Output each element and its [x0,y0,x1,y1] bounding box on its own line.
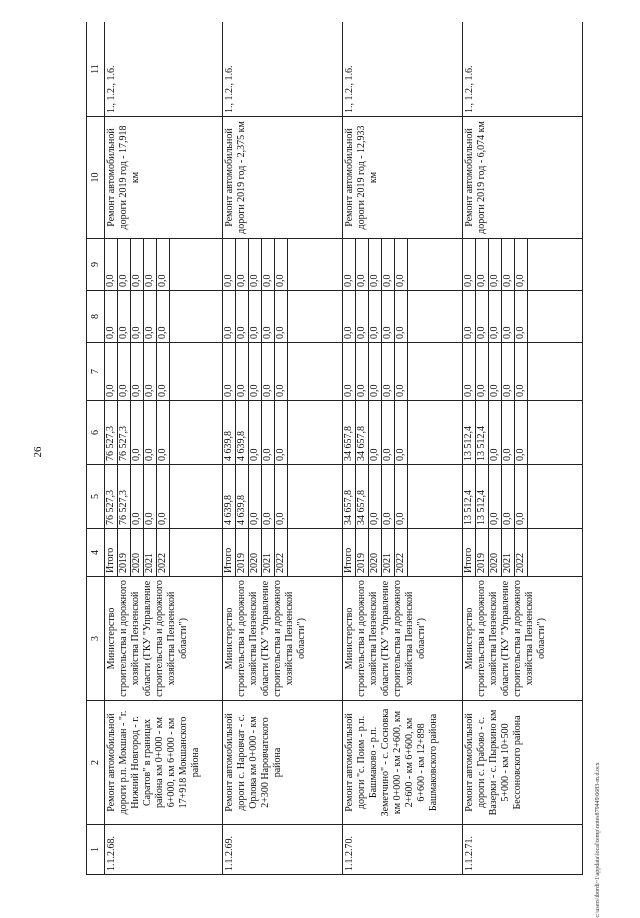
table-row [463,22,583,875]
amount-c5: 34 657,8 [343,465,356,528]
amount-c6: 0,0 [395,401,408,464]
table-row [105,22,223,875]
amount-c8: 0,0 [369,291,382,342]
expected-result: Ремонт автомобильной дороги 2019 год - 12,933 км [343,117,463,239]
year-label: Итого [105,529,118,576]
indicator-points: 1., 1.2., 1.6. [105,22,223,117]
row-number: 1.1.2.69. [223,825,343,875]
amount-c7: 0,0 [105,343,118,400]
amount-c7: 0,0 [476,343,489,400]
amount-c9: 0,0 [131,239,144,290]
amount-c8: 0,0 [463,291,476,342]
amount-c6-cell [223,401,343,465]
amount-c6: 0,0 [275,401,288,464]
year-label: Итого [343,529,356,576]
amount-c7: 0,0 [275,343,288,400]
amount-c6: 34 657,8 [343,401,356,464]
amount-c9: 0,0 [118,239,131,290]
year-label: 2019 [118,529,131,576]
amount-c7: 0,0 [369,343,382,400]
amount-c7: 0,0 [118,343,131,400]
amount-c9: 0,0 [382,239,395,290]
amount-c9: 0,0 [343,239,356,290]
amount-c8: 0,0 [489,291,502,342]
year-label: 2019 [236,529,249,576]
amount-c9: 0,0 [275,239,288,290]
year-label: Итого [463,529,476,576]
amount-c8: 0,0 [382,291,395,342]
header-col-4: 4 [87,529,105,577]
amount-c9-cell [463,239,583,291]
amount-c9-cell [343,239,463,291]
amount-c7-cell [223,343,343,401]
years-cell [463,529,583,577]
amount-c9: 0,0 [489,239,502,290]
program-table [86,22,583,875]
amount-c7-cell [105,343,223,401]
amount-c5: 76 527,3 [118,465,131,528]
amount-c6-cell [463,401,583,465]
amount-c8-cell [343,291,463,343]
amount-c7: 0,0 [157,343,170,400]
amount-c6: 13 512,4 [476,401,489,464]
amount-c5: 0,0 [489,465,502,528]
amount-c8-cell [463,291,583,343]
amount-c6: 0,0 [262,401,275,464]
indicator-points: 1., 1.2., 1.6. [223,22,343,117]
amount-c9: 0,0 [236,239,249,290]
amount-c5: 4 639,8 [236,465,249,528]
amount-c6: 34 657,8 [356,401,369,464]
amount-c6: 76 527,3 [118,401,131,464]
amount-c8: 0,0 [502,291,515,342]
amount-c9-cell [223,239,343,291]
amount-c6: 0,0 [489,401,502,464]
row-number: 1.1.2.68. [105,825,223,875]
amount-c9: 0,0 [369,239,382,290]
amount-c6-cell [105,401,223,465]
amount-c7: 0,0 [502,343,515,400]
amount-c6: 0,0 [515,401,528,464]
amount-c7: 0,0 [262,343,275,400]
amount-c8: 0,0 [395,291,408,342]
amount-c9: 0,0 [502,239,515,290]
work-description: Ремонт автомобильной дороги р.п. Мокшан - "г. Нижний Новгород - г. Саратов" в границах района км 0+000 - км 6+000, км 6+000 - км 17+918 Мокшанского района [105,701,223,825]
amount-c7: 0,0 [382,343,395,400]
year-label: 2019 [476,529,489,576]
amount-c8: 0,0 [249,291,262,342]
header-col-3: 3 [87,577,105,701]
amount-c7: 0,0 [131,343,144,400]
table-viewport [86,22,601,875]
header-col-9: 9 [87,239,105,291]
amount-c8: 0,0 [118,291,131,342]
year-label: 2020 [489,529,502,576]
amount-c5-cell [223,465,343,529]
amount-c5: 0,0 [144,465,157,528]
amount-c5: 0,0 [249,465,262,528]
executor: Министерство строительства и дорожного хозяйства Пензенской области (ГКУ "Управление строительства и дорожного хозяйства Пензенской области") [223,577,343,701]
header-col-7: 7 [87,343,105,401]
amount-c7: 0,0 [395,343,408,400]
amount-c8: 0,0 [476,291,489,342]
amount-c8: 0,0 [223,291,236,342]
amount-c8: 0,0 [144,291,157,342]
footer-file-path: c:\users\ibordi~1\appdata\local\temp\notes879449\6683-m.d.ocx [595,762,601,918]
amount-c5: 0,0 [502,465,515,528]
amount-c5: 0,0 [157,465,170,528]
year-label: 2021 [382,529,395,576]
amount-c6: 4 639,8 [236,401,249,464]
amount-c6: 0,0 [249,401,262,464]
amount-c5: 0,0 [262,465,275,528]
amount-c5: 0,0 [369,465,382,528]
amount-c7: 0,0 [249,343,262,400]
amount-c8: 0,0 [275,291,288,342]
year-label: 2021 [144,529,157,576]
executor: Министерство строительства и дорожного хозяйства Пензенской области (ГКУ "Управление строительства и дорожного хозяйства Пензенской области") [463,577,583,701]
amount-c7: 0,0 [356,343,369,400]
executor: Министерство строительства и дорожного хозяйства Пензенской области (ГКУ "Управление строительства и дорожного хозяйства Пензенской области") [105,577,223,701]
year-label: 2020 [131,529,144,576]
amount-c8-cell [105,291,223,343]
years-cell [223,529,343,577]
years-cell [343,529,463,577]
expected-result: Ремонт автомобильной дороги 2019 год - 17,918 км [105,117,223,239]
amount-c7: 0,0 [463,343,476,400]
amount-c9: 0,0 [515,239,528,290]
amount-c7: 0,0 [236,343,249,400]
amount-c7: 0,0 [144,343,157,400]
year-label: 2021 [262,529,275,576]
header-row [87,22,105,875]
header-col-8: 8 [87,291,105,343]
amount-c9: 0,0 [395,239,408,290]
amount-c6: 0,0 [382,401,395,464]
amount-c8-cell [223,291,343,343]
amount-c6: 13 512,4 [463,401,476,464]
amount-c5: 13 512,4 [476,465,489,528]
year-label: 2019 [356,529,369,576]
amount-c6-cell [343,401,463,465]
work-description: Ремонт автомобильной дороги с. Грабово - с. Вазерки - с. Пыркино км 5+000 - км 10+500 Бессоновского района [463,701,583,825]
executor: Министерство строительства и дорожного хозяйства Пензенской области (ГКУ "Управление строительства и дорожного хозяйства Пензенской области") [343,577,463,701]
amount-c5: 76 527,3 [105,465,118,528]
year-label: 2021 [502,529,515,576]
amount-c9: 0,0 [356,239,369,290]
amount-c7: 0,0 [515,343,528,400]
header-col-11: 11 [87,22,105,117]
page-number: 26 [32,446,44,458]
header-col-10: 10 [87,117,105,239]
amount-c5: 13 512,4 [463,465,476,528]
amount-c5-cell [463,465,583,529]
amount-c5-cell [343,465,463,529]
amount-c9: 0,0 [157,239,170,290]
amount-c9: 0,0 [144,239,157,290]
amount-c8: 0,0 [157,291,170,342]
work-description: Ремонт автомобильной дороги "с. Поим - р.п. Башмаково - р.п. Земетчино" - с. Сосновка км 0+000 - км 2+600, км 2+600 - км 6+600, км 6+600 - км 12+898 Башмаковского района [343,701,463,825]
amount-c8: 0,0 [262,291,275,342]
table-row [343,22,463,875]
amount-c8: 0,0 [356,291,369,342]
amount-c9: 0,0 [223,239,236,290]
year-label: 2022 [395,529,408,576]
amount-c5: 0,0 [515,465,528,528]
amount-c6: 0,0 [157,401,170,464]
work-description: Ремонт автомобильной дороги с. Наровчат - с. Орлова км 0+000 - км 2+300 Наровчатского района [223,701,343,825]
year-label: 2022 [275,529,288,576]
rotated-page-content [86,22,601,875]
header-col-6: 6 [87,401,105,465]
year-label: 2022 [157,529,170,576]
amount-c6: 0,0 [131,401,144,464]
amount-c7-cell [463,343,583,401]
header-col-2: 2 [87,701,105,825]
amount-c6: 76 527,3 [105,401,118,464]
amount-c6: 0,0 [502,401,515,464]
amount-c8: 0,0 [236,291,249,342]
amount-c8: 0,0 [131,291,144,342]
year-label: Итого [223,529,236,576]
table-body [105,22,583,875]
amount-c8: 0,0 [515,291,528,342]
table-row [223,22,343,875]
amount-c5-cell [105,465,223,529]
amount-c8: 0,0 [105,291,118,342]
indicator-points: 1., 1.2., 1.6. [463,22,583,117]
indicator-points: 1., 1.2., 1.6. [343,22,463,117]
expected-result: Ремонт автомобильной дороги 2019 год - 6,074 км [463,117,583,239]
amount-c9: 0,0 [249,239,262,290]
amount-c9: 0,0 [463,239,476,290]
row-number: 1.1.2.71. [463,825,583,875]
year-label: 2020 [369,529,382,576]
amount-c9: 0,0 [262,239,275,290]
amount-c5: 0,0 [395,465,408,528]
row-number: 1.1.2.70. [343,825,463,875]
amount-c6: 0,0 [369,401,382,464]
header-col-1: 1 [87,825,105,875]
header-col-5: 5 [87,465,105,529]
amount-c7: 0,0 [489,343,502,400]
amount-c6: 4 639,8 [223,401,236,464]
amount-c7: 0,0 [223,343,236,400]
amount-c5: 34 657,8 [356,465,369,528]
amount-c7: 0,0 [343,343,356,400]
amount-c5: 4 639,8 [223,465,236,528]
expected-result: Ремонт автомобильной дороги 2019 год - 2,375 км [223,117,343,239]
amount-c5: 0,0 [275,465,288,528]
amount-c9-cell [105,239,223,291]
amount-c5: 0,0 [131,465,144,528]
years-cell [105,529,223,577]
amount-c7-cell [343,343,463,401]
amount-c9: 0,0 [476,239,489,290]
amount-c9: 0,0 [105,239,118,290]
amount-c6: 0,0 [144,401,157,464]
amount-c8: 0,0 [343,291,356,342]
year-label: 2020 [249,529,262,576]
amount-c5: 0,0 [382,465,395,528]
year-label: 2022 [515,529,528,576]
